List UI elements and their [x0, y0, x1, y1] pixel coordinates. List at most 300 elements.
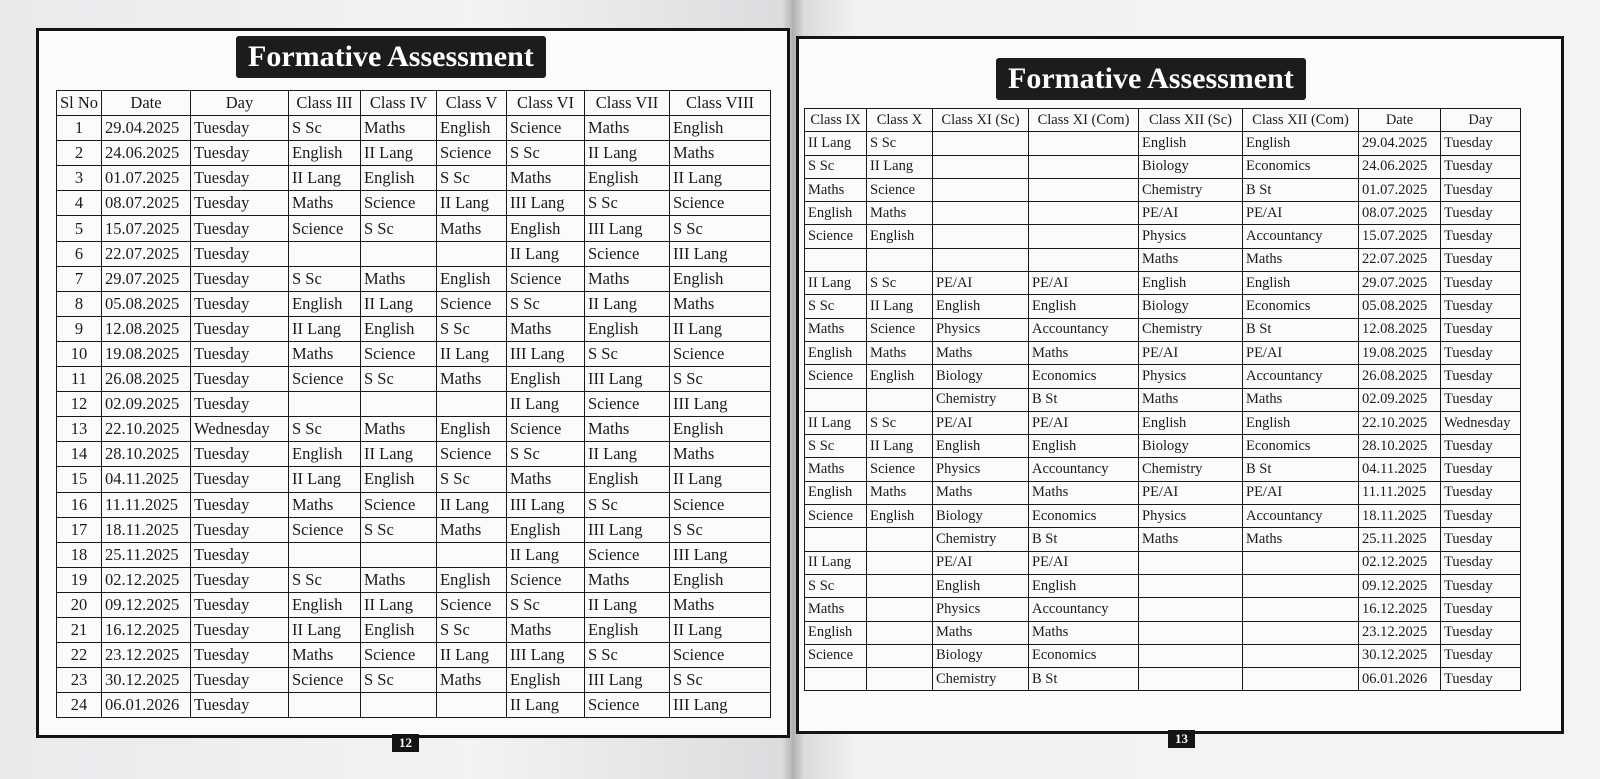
right-table-cell [805, 528, 867, 551]
right-table-cell: English [1029, 435, 1139, 458]
left-table-cell: Maths [437, 517, 507, 542]
right-table-cell: PE/AI [1243, 202, 1359, 225]
right-header-cell: Class XII (Sc) [1139, 109, 1243, 132]
right-table-cell: Wednesday [1441, 411, 1521, 434]
right-table-cell: Maths [867, 341, 933, 364]
right-table-cell: 08.07.2025 [1359, 202, 1441, 225]
right-table-cell: English [805, 202, 867, 225]
left-table-cell: Tuesday [191, 191, 289, 216]
right-table-cell: Maths [867, 481, 933, 504]
right-header-cell: Class IX [805, 109, 867, 132]
table-row [805, 644, 1521, 667]
right-table-cell: 19.08.2025 [1359, 341, 1441, 364]
right-table-cell: Tuesday [1441, 295, 1521, 318]
left-table-cell: Science [361, 492, 437, 517]
left-table-cell: 29.07.2025 [102, 266, 191, 291]
right-table-cell: PE/AI [933, 551, 1029, 574]
left-table-cell: 14 [57, 442, 102, 467]
table-row [57, 417, 771, 442]
left-table-cell: Maths [289, 191, 361, 216]
right-table-cell: Economics [1243, 435, 1359, 458]
table-row [57, 542, 771, 567]
left-table-cell: English [507, 216, 585, 241]
right-table-cell: English [805, 621, 867, 644]
left-table-cell: III Lang [585, 517, 670, 542]
table-row [57, 367, 771, 392]
left-table-cell: Science [361, 341, 437, 366]
left-table-cell: 23.12.2025 [102, 643, 191, 668]
right-table-cell: Physics [933, 318, 1029, 341]
left-table-cell: English [670, 266, 771, 291]
right-table-cell: 29.07.2025 [1359, 272, 1441, 295]
left-table-cell: 19 [57, 567, 102, 592]
left-table-cell: 5 [57, 216, 102, 241]
right-table-cell: Maths [1029, 481, 1139, 504]
table-row [805, 528, 1521, 551]
right-table-cell: English [1243, 272, 1359, 295]
left-table-cell: 22.10.2025 [102, 417, 191, 442]
table-row [57, 116, 771, 141]
left-table-cell: II Lang [507, 693, 585, 718]
left-table-cell [361, 693, 437, 718]
left-table-cell: Tuesday [191, 643, 289, 668]
right-table-cell [1243, 551, 1359, 574]
left-table-cell: 3 [57, 166, 102, 191]
left-table-cell: 10 [57, 341, 102, 366]
right-table-cell [867, 598, 933, 621]
right-table-cell: II Lang [805, 132, 867, 155]
left-table-cell: English [289, 291, 361, 316]
left-table-cell: S Sc [361, 367, 437, 392]
left-table-cell: English [670, 116, 771, 141]
table-row [805, 295, 1521, 318]
right-header-cell: Day [1441, 109, 1521, 132]
right-header-cell: Class XII (Com) [1243, 109, 1359, 132]
left-table-cell: 06.01.2026 [102, 693, 191, 718]
left-table-cell: 23 [57, 668, 102, 693]
right-table-cell: II Lang [867, 435, 933, 458]
right-table-cell: English [1029, 574, 1139, 597]
left-table-cell: III Lang [507, 643, 585, 668]
right-table-cell [933, 132, 1029, 155]
right-table-cell: Physics [933, 458, 1029, 481]
right-table-cell: Maths [933, 481, 1029, 504]
left-page-title: Formative Assessment [236, 36, 546, 78]
right-table-cell: Tuesday [1441, 388, 1521, 411]
table-row [805, 551, 1521, 574]
right-table-cell [1029, 155, 1139, 178]
right-table-cell: S Sc [867, 132, 933, 155]
left-table-cell: Science [289, 668, 361, 693]
right-table-cell: S Sc [867, 411, 933, 434]
left-table-cell: 16.12.2025 [102, 617, 191, 642]
left-table-cell: Science [361, 643, 437, 668]
left-table-cell: English [361, 166, 437, 191]
left-table-cell: Tuesday [191, 442, 289, 467]
left-table-cell: S Sc [361, 517, 437, 542]
right-table-cell: Maths [1243, 248, 1359, 271]
table-row [57, 617, 771, 642]
right-table-cell: 16.12.2025 [1359, 598, 1441, 621]
table-row [57, 693, 771, 718]
right-table-cell [867, 551, 933, 574]
left-table-cell: English [437, 266, 507, 291]
left-table-cell: 18.11.2025 [102, 517, 191, 542]
left-table-cell: 11 [57, 367, 102, 392]
right-table-cell: 06.01.2026 [1359, 668, 1441, 691]
left-table-cell: II Lang [361, 592, 437, 617]
left-table-cell: S Sc [289, 417, 361, 442]
left-table-cell: S Sc [670, 668, 771, 693]
table-row [805, 318, 1521, 341]
left-table-cell: English [585, 617, 670, 642]
left-table-cell: Science [507, 116, 585, 141]
right-table-cell: B St [1243, 458, 1359, 481]
right-table-cell: English [1139, 132, 1243, 155]
right-table-cell: Maths [1243, 388, 1359, 411]
right-table-cell: Accountancy [1029, 598, 1139, 621]
left-table-cell: II Lang [437, 492, 507, 517]
left-table-cell: 12.08.2025 [102, 316, 191, 341]
table-row [805, 155, 1521, 178]
right-table-cell [1243, 598, 1359, 621]
left-table-cell: 26.08.2025 [102, 367, 191, 392]
right-table-cell: Chemistry [933, 668, 1029, 691]
left-table-cell: III Lang [585, 367, 670, 392]
right-table-cell: Tuesday [1441, 551, 1521, 574]
left-table-cell: Tuesday [191, 241, 289, 266]
right-table-cell: 11.11.2025 [1359, 481, 1441, 504]
left-table-cell: Tuesday [191, 492, 289, 517]
left-header-cell: Class V [437, 91, 507, 116]
right-table-cell: Maths [933, 621, 1029, 644]
left-table-cell: Tuesday [191, 567, 289, 592]
table-row [57, 316, 771, 341]
table-row [57, 241, 771, 266]
left-table-cell: Science [507, 417, 585, 442]
left-table-cell: Maths [585, 567, 670, 592]
left-table-cell: 29.04.2025 [102, 116, 191, 141]
left-table-cell [361, 392, 437, 417]
left-table-cell: III Lang [670, 693, 771, 718]
right-table-cell [805, 248, 867, 271]
right-table-cell: PE/AI [933, 411, 1029, 434]
right-table-cell: Physics [933, 598, 1029, 621]
left-table-cell: 17 [57, 517, 102, 542]
right-table-cell: B St [1243, 178, 1359, 201]
right-table-cell [867, 574, 933, 597]
left-table-cell: S Sc [507, 592, 585, 617]
right-table-cell [867, 644, 933, 667]
left-table-cell: Maths [507, 166, 585, 191]
right-table-cell [1139, 574, 1243, 597]
left-table-cell: Science [289, 367, 361, 392]
left-table-cell: Wednesday [191, 417, 289, 442]
table-row [805, 178, 1521, 201]
right-table-cell: Accountancy [1029, 318, 1139, 341]
right-table-cell: Economics [1029, 644, 1139, 667]
left-table-cell: S Sc [437, 316, 507, 341]
right-table-cell: Economics [1029, 365, 1139, 388]
right-table-cell [1139, 621, 1243, 644]
left-table-cell [437, 693, 507, 718]
left-table-cell [437, 241, 507, 266]
left-table-cell [289, 241, 361, 266]
right-table-cell [805, 668, 867, 691]
right-table-cell [1243, 668, 1359, 691]
right-table-cell: PE/AI [1243, 481, 1359, 504]
right-table-cell: Maths [933, 341, 1029, 364]
right-table-cell: Maths [805, 458, 867, 481]
right-table-cell: Tuesday [1441, 668, 1521, 691]
left-table-cell: III Lang [585, 668, 670, 693]
left-table-cell: II Lang [585, 141, 670, 166]
table-row [57, 567, 771, 592]
right-table-cell: Accountancy [1243, 505, 1359, 528]
left-table-cell: English [289, 592, 361, 617]
right-table-cell: 24.06.2025 [1359, 155, 1441, 178]
left-table-cell: Maths [361, 417, 437, 442]
left-table-cell: II Lang [437, 341, 507, 366]
left-table-cell: II Lang [507, 241, 585, 266]
left-table-cell: II Lang [289, 166, 361, 191]
right-table-header-row [805, 109, 1521, 132]
right-table-cell: Tuesday [1441, 318, 1521, 341]
left-table-cell: 08.07.2025 [102, 191, 191, 216]
left-table-cell: II Lang [585, 442, 670, 467]
right-table-cell [1243, 644, 1359, 667]
left-table-cell: Science [585, 241, 670, 266]
right-table-cell: PE/AI [1243, 341, 1359, 364]
left-table-cell: 2 [57, 141, 102, 166]
left-table-cell: Maths [437, 668, 507, 693]
right-header-cell: Class XI (Sc) [933, 109, 1029, 132]
left-table-cell: Science [437, 592, 507, 617]
right-table-cell: Tuesday [1441, 435, 1521, 458]
left-table-cell: 20 [57, 592, 102, 617]
left-table-cell: Science [507, 266, 585, 291]
right-table-cell [933, 202, 1029, 225]
left-table-cell: Science [670, 341, 771, 366]
left-table-cell: S Sc [585, 341, 670, 366]
right-table-cell: English [933, 574, 1029, 597]
left-table-cell: S Sc [289, 116, 361, 141]
left-table-cell: S Sc [670, 216, 771, 241]
left-table-cell: Tuesday [191, 291, 289, 316]
left-table-cell: 05.08.2025 [102, 291, 191, 316]
left-header-cell: Date [102, 91, 191, 116]
left-table-cell: Maths [585, 116, 670, 141]
right-table-cell: Physics [1139, 505, 1243, 528]
left-table-cell: Maths [361, 266, 437, 291]
left-table-cell: 04.11.2025 [102, 467, 191, 492]
right-table-cell: 29.04.2025 [1359, 132, 1441, 155]
table-row [805, 574, 1521, 597]
table-row [57, 216, 771, 241]
right-table-cell: Chemistry [933, 528, 1029, 551]
right-table-cell [1029, 178, 1139, 201]
left-table-cell: 24.06.2025 [102, 141, 191, 166]
left-table-cell: 18 [57, 542, 102, 567]
right-table-cell: Biology [1139, 435, 1243, 458]
left-table-cell: S Sc [361, 668, 437, 693]
left-table-cell: S Sc [289, 266, 361, 291]
right-table-cell: 28.10.2025 [1359, 435, 1441, 458]
right-table-cell: II Lang [867, 295, 933, 318]
left-table-cell: Maths [670, 291, 771, 316]
right-table-cell: English [805, 341, 867, 364]
right-table-cell: 25.11.2025 [1359, 528, 1441, 551]
table-row [805, 435, 1521, 458]
right-table-cell: English [933, 295, 1029, 318]
right-table-cell: Tuesday [1441, 225, 1521, 248]
left-table-cell: 28.10.2025 [102, 442, 191, 467]
right-table-cell: PE/AI [1139, 341, 1243, 364]
table-row [805, 411, 1521, 434]
left-table-cell: II Lang [670, 166, 771, 191]
left-table-cell: Maths [670, 592, 771, 617]
right-table-cell: English [1029, 295, 1139, 318]
right-table-cell: Economics [1243, 295, 1359, 318]
right-table-cell: Economics [1243, 155, 1359, 178]
table-row [805, 505, 1521, 528]
right-table-cell: Maths [1139, 388, 1243, 411]
left-table-cell: Science [585, 693, 670, 718]
right-table-cell: Maths [1139, 528, 1243, 551]
table-row [57, 341, 771, 366]
left-table-cell: 12 [57, 392, 102, 417]
table-row [805, 598, 1521, 621]
table-row [805, 458, 1521, 481]
right-table-cell: English [933, 435, 1029, 458]
left-table-cell: II Lang [670, 617, 771, 642]
left-table-cell [289, 693, 361, 718]
right-table-cell: B St [1029, 668, 1139, 691]
left-table-cell: 21 [57, 617, 102, 642]
right-table-cell: S Sc [805, 574, 867, 597]
right-header-cell: Class X [867, 109, 933, 132]
right-table-cell: Tuesday [1441, 481, 1521, 504]
right-table-cell: Tuesday [1441, 365, 1521, 388]
right-table-cell: Tuesday [1441, 458, 1521, 481]
right-table-cell: Tuesday [1441, 598, 1521, 621]
left-table-cell: II Lang [361, 291, 437, 316]
right-table-cell: Tuesday [1441, 248, 1521, 271]
table-row [805, 668, 1521, 691]
table-row [805, 621, 1521, 644]
right-table-cell: 26.08.2025 [1359, 365, 1441, 388]
right-table-cell: Economics [1029, 505, 1139, 528]
left-table-cell [289, 392, 361, 417]
left-table-cell: 22.07.2025 [102, 241, 191, 266]
right-table-cell [867, 388, 933, 411]
left-table-cell: II Lang [361, 442, 437, 467]
left-table-cell: III Lang [507, 492, 585, 517]
left-table-cell: Science [361, 191, 437, 216]
right-table-cell: Science [867, 458, 933, 481]
left-table-cell: 09.12.2025 [102, 592, 191, 617]
right-table-cell: B St [1029, 388, 1139, 411]
table-row [805, 225, 1521, 248]
right-table-cell: Maths [805, 318, 867, 341]
table-row [57, 643, 771, 668]
right-table-cell: Physics [1139, 365, 1243, 388]
left-table-cell: S Sc [437, 617, 507, 642]
left-table-cell: S Sc [585, 492, 670, 517]
right-table-cell [867, 248, 933, 271]
table-row [57, 492, 771, 517]
left-table-cell: 01.07.2025 [102, 166, 191, 191]
left-table-cell: II Lang [670, 316, 771, 341]
left-table-cell: Tuesday [191, 266, 289, 291]
left-header-cell: Class VIII [670, 91, 771, 116]
left-table-cell: English [289, 141, 361, 166]
left-table-cell: English [507, 517, 585, 542]
right-table-cell: Maths [805, 178, 867, 201]
right-table-cell: S Sc [805, 155, 867, 178]
left-table-cell: Tuesday [191, 216, 289, 241]
left-table-cell: Maths [670, 442, 771, 467]
right-header-cell: Class XI (Com) [1029, 109, 1139, 132]
left-table-cell [437, 542, 507, 567]
left-table-cell: Tuesday [191, 668, 289, 693]
right-table-cell [933, 225, 1029, 248]
left-table-cell: Science [670, 643, 771, 668]
right-table-cell [1139, 668, 1243, 691]
right-table-cell: Science [867, 318, 933, 341]
left-table-cell: English [585, 166, 670, 191]
left-table-cell: Science [670, 492, 771, 517]
left-table-cell: 13 [57, 417, 102, 442]
left-table-cell: 25.11.2025 [102, 542, 191, 567]
left-table-cell: II Lang [289, 316, 361, 341]
left-table-cell: III Lang [507, 191, 585, 216]
left-table-cell: Maths [361, 116, 437, 141]
right-table-cell: Tuesday [1441, 574, 1521, 597]
right-table-cell: 23.12.2025 [1359, 621, 1441, 644]
left-table-cell: S Sc [507, 291, 585, 316]
right-table-cell [1139, 644, 1243, 667]
left-table-cell: Maths [585, 266, 670, 291]
left-table-cell: Tuesday [191, 166, 289, 191]
right-table-cell: Maths [805, 598, 867, 621]
table-row [805, 132, 1521, 155]
right-table-cell: PE/AI [1029, 411, 1139, 434]
right-table-cell: II Lang [805, 551, 867, 574]
table-row [57, 291, 771, 316]
left-table-cell: Science [507, 567, 585, 592]
left-table-cell: Maths [437, 367, 507, 392]
table-row [57, 517, 771, 542]
left-table-cell: English [437, 567, 507, 592]
table-row [57, 668, 771, 693]
right-table-cell: Biology [1139, 295, 1243, 318]
right-table-cell: Accountancy [1243, 225, 1359, 248]
left-table-cell: Tuesday [191, 467, 289, 492]
left-table-cell [361, 241, 437, 266]
left-table-cell: Tuesday [191, 542, 289, 567]
table-row [57, 392, 771, 417]
right-table-cell: 02.12.2025 [1359, 551, 1441, 574]
table-row [57, 592, 771, 617]
left-table-cell [437, 392, 507, 417]
left-header-cell: Sl No [57, 91, 102, 116]
left-table-cell: 6 [57, 241, 102, 266]
right-table-cell: Tuesday [1441, 505, 1521, 528]
right-table-cell: Tuesday [1441, 341, 1521, 364]
left-table-cell: 7 [57, 266, 102, 291]
table-row [57, 442, 771, 467]
